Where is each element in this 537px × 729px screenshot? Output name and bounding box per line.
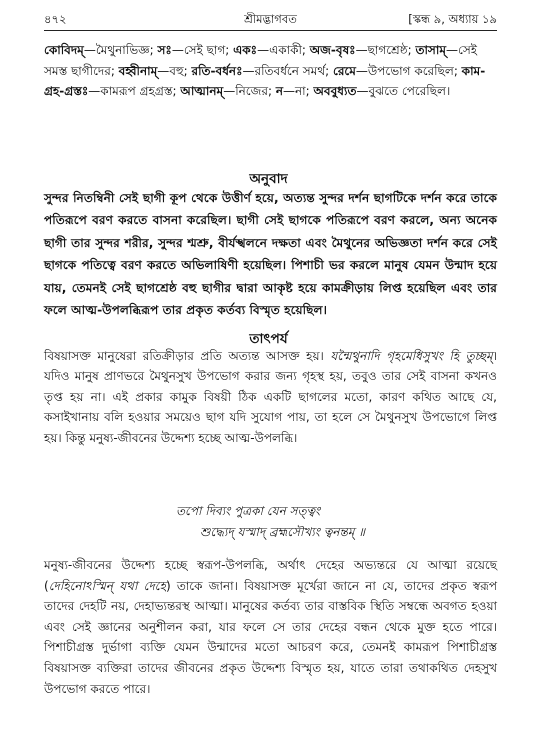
word-meanings: কোবিদম্—মৈথুনাভিজ্ঞ; সঃ—সেই ছাগ; একঃ—একাকী; অজ-বৃষঃ—ছাগশ্রেষ্ঠ; তাসাম্—সেই সমস্ত ছাগীদের; বহ্বীনাম্—বহু; রতি-বর্ধনঃ—রতিবর্ধনে সমর্থ; রেমে—উপভোগ করেছিল; কাম-গ্রহ-গ্রস্তঃ—কামরূপ গ্রহগ্রস্ত; আত্মানম্—নিজের; ন—না; অববুধ্যত—বুঝতে পেরেছিল। (44, 43, 486, 99)
synonym-meaning: নিজের (235, 84, 268, 99)
synonym-meaning: রতিবর্ধনে সমর্থ (254, 63, 326, 78)
synonym-meaning: কামরূপ গ্রহগ্রস্ত (100, 84, 173, 99)
purport-text: মনুষ্য-জীবনের উদ্দেশ্য হচ্ছে স্বরূপ-উপলব্ধি, অর্থাৎ দেহের অভ্যন্তরে যে আত্মা রয়েছে ( (44, 558, 497, 593)
verse-quote (0, 501, 537, 543)
synonym-term: একঃ (233, 43, 258, 57)
translation-text: সুন্দর নিতম্বিনী সেই ছাগী কূপ থেকে উত্তীর্ণ হয়ে, অত্যন্ত সুন্দর দর্শন ছাগটিকে দর্শন করে তাকে পতিরূপে বরণ করতে বাসনা করেছিল। ছাগী সেই ছাগকে পতিরূপে বরণ করলে, অন্য অনেক ছাগী তার সুন্দর শরীর, সুন্দর শ্মশ্রু, বীর্যস্খলনে দক্ষতা এবং মৈথুনের অভিজ্ঞতা দর্শন করে সেই ছাগকে পতিত্বে বরণ করতে অভিলাষিণী হয়েছিল। পিশাচী ভর করলে মানুষ যেমন উন্মাদ হয়ে যায়, তেমনই সেই ছাগশ্রেষ্ঠ বহু ছাগীর দ্বারা আকৃষ্ট হয়ে কামক্রীড়ায় লিপ্ত হয়েছিল এবং তার ফলে আত্ম-উপলব্ধিরূপ তার প্রকৃত কর্তব্য বিস্মৃত হয়েছিল। (44, 191, 497, 318)
synonym-term: আত্মানম্ (180, 84, 224, 99)
synonym-meaning: বহু (169, 63, 184, 78)
synonym-meaning: সেই সমস্ত ছাগীদের (44, 43, 478, 78)
synonym-term: রেমে (332, 63, 356, 78)
header-rule (44, 30, 497, 31)
purport-quote: দেহিনোঽস্মিন্ যথা দেহে (48, 578, 166, 593)
synonym-term: তাসাম্ (415, 43, 446, 57)
verse-line-2: শুদ্ধ্যেদ্ যস্মাদ্ ব্রহ্মসৌখ্যং ত্বনন্তম্ ॥ (200, 525, 365, 539)
purport-text: বিষয়াসক্ত মানুষেরা রতিক্রীড়ার প্রতি অত্যন্ত আসক্ত হয়। (44, 349, 331, 363)
synonym-term: সঃ (157, 43, 172, 57)
purport-paragraph-2 (44, 555, 497, 699)
book-title: শ্রীমদ্ভাগবত (244, 12, 297, 26)
synonym-meaning: ছাগশ্রেষ্ঠ (367, 43, 408, 57)
chapter-reference: [স্কন্ধ ৯, অধ্যায় ১৯ (408, 12, 497, 26)
purport-quote: যন্মৈথুনাদি গৃহমেধিসুখং হি তুচ্ছম্ (330, 349, 493, 363)
synonym-term: কাম-গ্রহ-গ্রস্তঃ (44, 63, 486, 99)
page-number: ৪৭২ (44, 12, 67, 26)
synonym-meaning: উপভোগ করেছিল (367, 63, 454, 78)
synonym-meaning: বুঝতে পেরেছিল (368, 84, 446, 99)
purport-text: । যদিও মানুষ প্রাণভরে মৈথুনসুখ উপভোগ করার জন্য গৃহস্থ হয়, তবুও তার সেই বাসনা কখনও তৃপ্ত হয় না। এই প্রকার কামুক বিষয়ী ঠিক একটি ছাগলের মতো, কারণ কথিত আছে যে, কসাইখানায় বলি হওয়ার সময়েও ছাগ যদি সুযোগ পায়, তা হলে সে মৈথুনসুখ উপভোগে লিপ্ত হয়। কিন্তু মনুষ্য-জীবনের উদ্দেশ্য হচ্ছে আত্ম-উপলব্ধি। (44, 349, 497, 445)
synonym-meaning: সেই ছাগ (183, 43, 226, 57)
synonym-meaning: একাকী (269, 43, 302, 57)
purport-text: ) তাকে জানা। বিষয়াসক্ত মূর্খেরা জানে না যে, তাদের প্রকৃত স্বরূপ তাদের দেহটি নয়, দেহাভ্যন্তরস্থ আত্মা। মানুষের কর্তব্য তার বাস্তবিক স্থিতি সম্বন্ধে অবগত হওয়া এবং সেই জ্ঞানের অনুশীলন করা, যার ফলে সে তার দেহের বন্ধন থেকে মুক্ত হতে পারে। পিশাচীগ্রস্ত দুর্ভাগা ব্যক্তি যেমন উন্মাদের মতো আচরণ করে, তেমনই কামরূপ পিশাচীগ্রস্ত বিষয়াসক্ত ব্যক্তিরা তাদের জীবনের প্রকৃত উদ্দেশ্য বিস্মৃত হয়, যাতে তারা তথাকথিত দেহসুখ উপভোগ করতে পারে। (44, 578, 497, 696)
synonym-term: অজ-বৃষঃ (309, 43, 356, 57)
purport-heading: তাৎপর্য (249, 331, 288, 347)
synonym-term: কোবিদম্ (44, 43, 84, 57)
translation-heading: অনুবাদ (249, 171, 288, 187)
verse-line-1: তপো দিব্যং পুত্রকা যেন সত্ত্বং (176, 504, 321, 518)
synonym-term: বহ্বীনাম্ (118, 63, 158, 78)
synonym-term: অববুধ্যত (313, 84, 357, 99)
synonym-meaning: না (294, 84, 306, 99)
synonym-term: ন (275, 84, 283, 99)
synonym-meaning: মৈথুনাভিজ্ঞ (95, 43, 150, 57)
purport-paragraph-1 (44, 346, 497, 448)
running-header (44, 8, 497, 28)
synonym-term: রতি-বর্ধনঃ (191, 63, 243, 78)
